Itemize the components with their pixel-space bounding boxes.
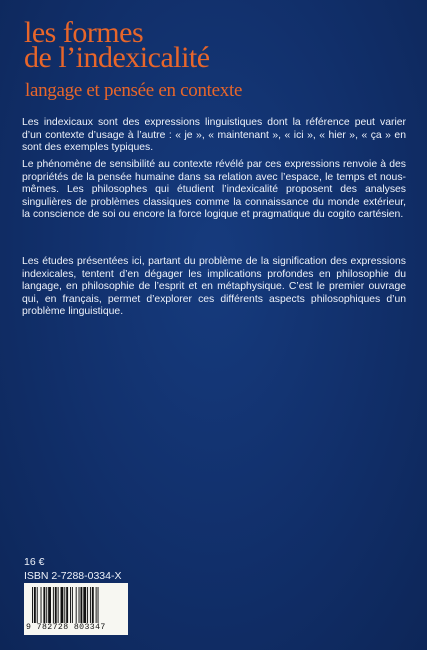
- barcode-bar: [98, 587, 99, 623]
- barcode: [24, 583, 128, 635]
- barcode-bar: [53, 587, 54, 623]
- barcode-bar: [34, 587, 36, 623]
- barcode-bar: [41, 587, 42, 623]
- book-title: [24, 16, 210, 74]
- barcode-bar: [96, 587, 97, 623]
- barcode-bar: [64, 587, 65, 623]
- barcode-bar: [32, 587, 33, 623]
- barcode-bar: [87, 587, 88, 623]
- barcode-bar: [76, 587, 77, 623]
- barcode-bars-icon: [32, 587, 126, 623]
- barcode-bar: [58, 587, 59, 623]
- barcode-bar: [37, 587, 38, 623]
- barcode-digits: 9 782728 803347: [26, 623, 106, 632]
- title-line-1: les formes: [24, 16, 144, 49]
- price: 16 €: [24, 556, 45, 568]
- barcode-bar: [79, 587, 80, 623]
- barcode-bar: [83, 587, 86, 623]
- barcode-bar: [48, 587, 51, 623]
- barcode-bar: [61, 587, 64, 623]
- barcode-bar: [55, 587, 57, 623]
- barcode-bar: [70, 587, 71, 623]
- barcode-bar: [66, 587, 68, 623]
- barcode-bar: [80, 587, 82, 623]
- title-line-2: de l’indexicalité: [24, 41, 210, 74]
- blurb-paragraph-2: Le phénomène de sensibilité au contexte révélé par ces expressions renvoie à des propriétés de la pensée humaine dans sa relation avec l’espace, le temps et nous-mêmes. Les philosophes qui étudient l’indexicalité proposent des analyses singulières de problèmes classiques comme la connaissance du monde extérieur, la conscience de soi ou encore la force logique et pragmatique du cogito cartésien.: [22, 159, 406, 221]
- book-subtitle: langage et pensée en contexte: [25, 80, 243, 101]
- barcode-bar: [46, 587, 47, 623]
- blurb-paragraph-3: Les études présentées ici, partant du problème de la signification des expressions indexicales, tentent d’en dégager les implications profondes en philosophie du langage, en philosophie de l’esprit et en métaphysique. C’est le premier ouvrage qui, en français, permet d’explorer ces différents aspects philosophiques d’un problème linguistique.: [22, 256, 406, 318]
- barcode-bar: [90, 587, 91, 623]
- barcode-bar: [43, 587, 45, 623]
- isbn: ISBN 2-7288-0334-X: [24, 570, 122, 582]
- blurb-paragraph-1: Les indexicaux sont des expressions linguistiques dont la référence peut varier d’un contexte d’usage à l’autre : « je », « maintenant », « ici », « hier », « ça » en sont des exemples typiques.: [22, 117, 406, 154]
- barcode-bar: [92, 587, 94, 623]
- barcode-bar: [72, 587, 73, 623]
